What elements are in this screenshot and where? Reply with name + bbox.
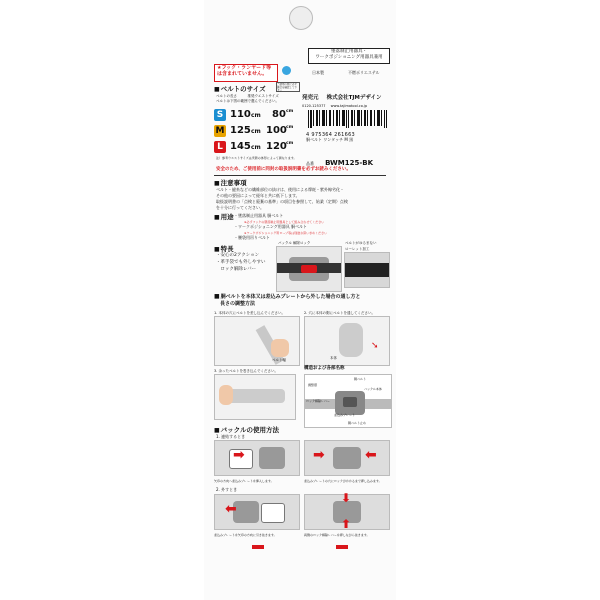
origin-logos	[308, 66, 394, 78]
size-waist-unit-s: cm	[286, 109, 294, 114]
belt-size-subhead: ベルトの長さ 推奨ウエストサイズ	[216, 94, 279, 98]
belt-size-note-box	[276, 82, 300, 92]
adjust-fig3-hand	[219, 385, 233, 405]
buckle-photo-lock	[301, 265, 317, 273]
size-length-m: 125	[230, 125, 251, 136]
part-label-5: 調整環	[308, 383, 318, 387]
adjust-fig1-hand	[271, 339, 289, 357]
usage-line-1: ・墜落制止用器具 胴ベルト	[234, 213, 284, 218]
maker-url: www.tajimatool.co.jp	[330, 104, 368, 108]
warning-box	[214, 64, 278, 82]
part-label-3: 差込みプレート	[334, 413, 355, 417]
maker-tel: 0120-125377	[302, 104, 326, 108]
buckle-figure-4	[304, 491, 390, 531]
belt-size-title: ■ ベルトのサイズ	[214, 84, 266, 93]
red-tab-left	[252, 545, 264, 549]
adjust-fig2-arrow: ➘	[371, 341, 379, 351]
adjust-figure-2	[304, 316, 390, 366]
buckle-figure-2	[304, 440, 390, 476]
size-waist-unit-l: cm	[286, 141, 294, 146]
buckle-step-2-right: 両側のロック解除レバーを押しながら抜きます。	[304, 533, 370, 537]
size-length-unit-s: cm	[251, 112, 261, 119]
adjust-label-body: 本体	[330, 356, 337, 360]
maker-name: 株式会社TJMデザイン	[326, 95, 382, 101]
feature-line-3: ロック解除レバー	[216, 267, 257, 272]
certification-box	[308, 48, 390, 64]
caution-line-1: ベルト・縫糸などの繊維部位の抜けは、使用による摩耗・紫外線劣化・	[216, 187, 344, 192]
usage-line-2: ※必ずフックの墜落制止用器具として組み合わせてください	[244, 220, 325, 224]
caution-title: ■ 注意事項	[214, 178, 247, 187]
parts-lock	[343, 397, 357, 407]
size-length-unit-l: cm	[251, 144, 261, 151]
usage-line-5: ・腰袋用吊りベルト	[234, 235, 270, 240]
buckle-title: ■ バックルの使用方法	[214, 425, 279, 434]
buckle-fig3-body	[233, 501, 259, 523]
buckle-fig3-arrow: ⬅	[225, 501, 237, 517]
size-waist-s: 80	[272, 109, 286, 120]
buckle-step-1-right: 差込みプレートの穴にロックがかかるまで押し込みます。	[304, 479, 382, 483]
usage-line-4: ※ワークポジショニング用ロープ等は別途お買い求めください	[244, 231, 328, 235]
size-row-s	[214, 109, 294, 123]
maker-contact	[302, 103, 392, 109]
buckle-fig1-arrow: ➡	[233, 447, 245, 463]
size-waist-unit-m: cm	[286, 125, 294, 130]
belt-size-foot: 注）参考ウエストサイズは実際の体形によって異なります。	[216, 156, 297, 160]
adjust-step-1: 1. 本体の穴にベルトを差し込んでください。	[214, 311, 285, 315]
barcode	[306, 110, 388, 138]
adjust-figure-1	[214, 316, 300, 366]
maker-label: 発売元	[302, 95, 319, 101]
adjust-step-2: 2. 穴に本体の側にベルトを通してください。	[304, 311, 375, 315]
buckle-fig2-arrow-left: ➡	[313, 447, 325, 463]
buckle-step-1-note: 矢印の方向へ差込みプレートを挿入します。	[214, 479, 274, 483]
adjust-figure-3	[214, 374, 296, 420]
buckle-fig1-body	[259, 447, 285, 469]
size-badge-s: S	[214, 109, 226, 121]
barcode-bars	[306, 110, 388, 128]
product-code: BWM125-BK	[325, 159, 374, 167]
buckle-figure-1	[214, 440, 300, 476]
buckle-fig3-plate	[261, 503, 285, 523]
adjust-label-belt: ベルト幅	[272, 358, 286, 362]
buckle-fig4-arrow-up: ⬆	[341, 517, 352, 531]
safety-note: 安全のため、ご使用前に同封の取扱説明書を必ずお読みください。	[216, 167, 351, 172]
buckle-step-2: 2. 外すとき	[216, 487, 238, 492]
usage-title: ■ 用途	[214, 212, 234, 221]
red-tab-right	[336, 545, 348, 549]
divider-1	[214, 175, 386, 176]
caution-line-3: 取扱説明書の「点検と廃棄の基準」の項目を参照して、始業（定期）点検	[216, 199, 348, 204]
size-badge-m: M	[215, 126, 225, 136]
cert-line-1: 墜落制止用器具・	[331, 49, 367, 54]
logo-c-label: 不燃ポリエステル	[348, 70, 380, 75]
adjust-fig2-body	[339, 323, 363, 357]
maker-block	[302, 84, 392, 109]
buckle-fig4-arrow-down: ⬇	[341, 491, 352, 505]
belt-photo-strap	[345, 263, 389, 277]
part-label-6: 胴ベルト止め	[348, 421, 367, 425]
product-name: 胴ベルト ワンタッチ M 黒	[306, 137, 354, 142]
features-belt-photo	[344, 252, 390, 288]
buckle-figure-3	[214, 494, 300, 530]
blue-dot-icon	[282, 66, 291, 75]
adjust-title: ■ 胴ベルトを本体又は差込みプレートから外した場合の通し方と	[214, 293, 360, 300]
buckle-step-2-note: 差込みプレートを矢印の方向に引き抜きます。	[214, 533, 277, 537]
part-label-2: バックル本体	[364, 387, 382, 391]
feature-line-2: ・革手袋でも外しやすい	[216, 260, 266, 265]
size-row-l	[214, 141, 294, 155]
size-waist-m: 100	[266, 125, 287, 136]
warning-line-2: は含まれていません。	[217, 71, 268, 77]
product-code-label: 品番	[306, 161, 314, 166]
belt-size-note: ご使用の際に必ず適合を確認して下さい	[277, 83, 298, 92]
feature-callout-c: ローレット加工	[345, 247, 370, 251]
caution-line-2: その他の要因によって経年と共に低下します。	[216, 193, 300, 198]
size-length-s: 110	[230, 109, 251, 120]
size-badge-l: L	[214, 141, 226, 153]
size-length-unit-m: cm	[251, 128, 261, 135]
parts-title: 構造および各部名称	[304, 366, 345, 371]
size-waist-l: 120	[266, 141, 287, 152]
product-package	[204, 0, 396, 600]
part-label-1: 胴ベルト	[354, 377, 367, 381]
adjust-fig3-belt	[225, 389, 285, 403]
warning-line-1: ★フック・ランヤード等	[217, 65, 272, 71]
adjust-step-3: 3. 余ったベルトを巻き込んでください。	[214, 369, 278, 373]
caution-line-4: を十分に行ってください。	[216, 205, 264, 210]
hang-hole	[289, 6, 313, 30]
buckle-fig2-arrow-right: ⬅	[365, 447, 377, 463]
buckle-step-1: 1. 連結するとき	[216, 434, 246, 439]
logo-a-label: 日本製	[312, 70, 324, 75]
cert-line-2: ワークポジショニング用器具兼用	[315, 55, 383, 60]
size-length-l: 145	[230, 141, 251, 152]
adjust-title-2: 長さの調整方法	[220, 301, 256, 307]
feature-callout-b: ベルトがゆるまない	[345, 241, 377, 245]
belt-size-desc: ベルトは下図の範囲で選んでください。	[216, 99, 279, 103]
features-buckle-photo	[276, 246, 342, 292]
usage-line-3: ・ワークポジショニング用器具 胴ベルト	[234, 224, 308, 229]
feature-line-1: ・安心の2アクション	[216, 253, 260, 258]
part-label-4: ロック解除レバー	[306, 399, 330, 403]
barcode-number: 4 975364 261663	[306, 132, 356, 138]
size-row-m	[214, 125, 294, 139]
features-title: ■ 特長	[214, 244, 234, 253]
feature-callout-a: バックル 解除ロック	[278, 241, 311, 245]
buckle-fig2-body	[333, 447, 361, 469]
